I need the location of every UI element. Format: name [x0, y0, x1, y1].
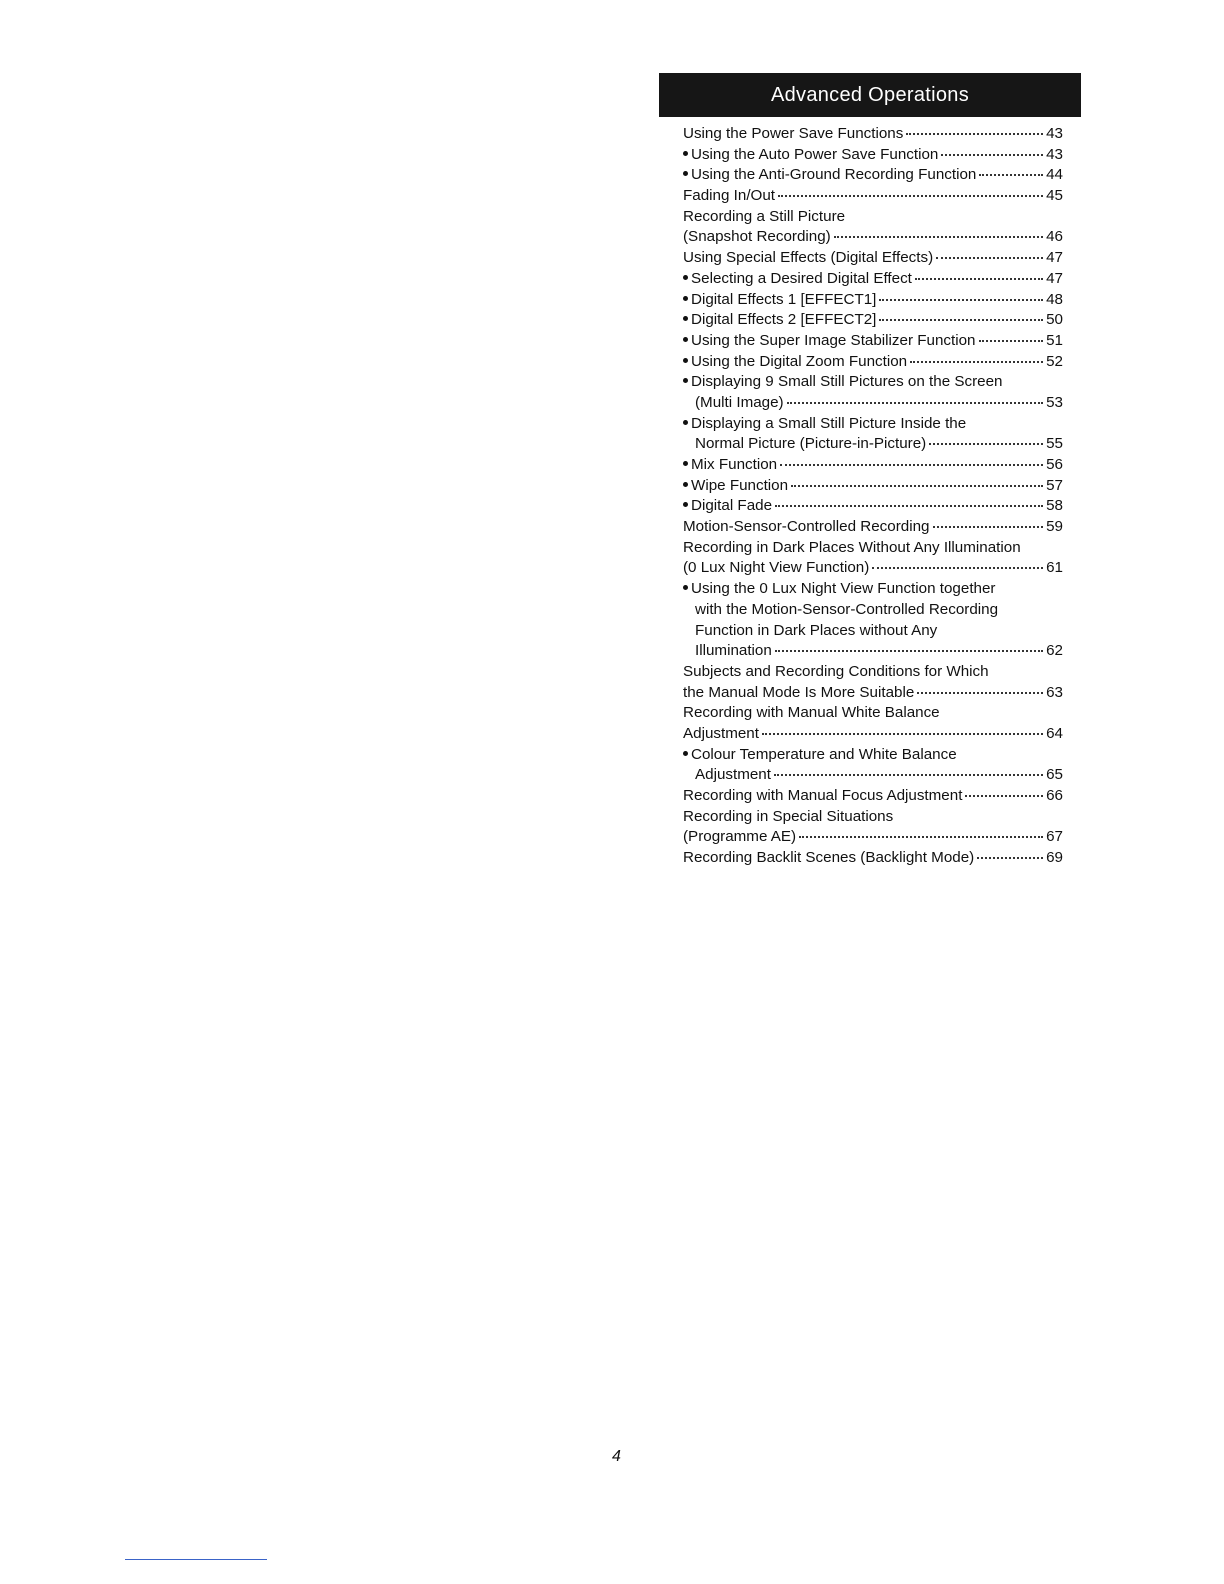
bottom-rule	[125, 1559, 267, 1560]
toc-entry-page: 44	[1046, 166, 1063, 184]
dot-leader	[906, 133, 1043, 135]
toc-entry-label: Function in Dark Places without Any	[695, 621, 938, 639]
bullet-icon	[683, 378, 688, 383]
toc-entry[interactable]	[683, 579, 1063, 600]
bullet-icon	[683, 171, 688, 176]
toc-entry-page: 43	[1046, 145, 1063, 163]
toc-entry[interactable]	[683, 124, 1063, 145]
toc-entry-label: Using the Power Save Functions	[683, 125, 904, 142]
page-number: 4	[612, 1448, 621, 1465]
toc-entry-label: Subjects and Recording Conditions for Which	[683, 662, 989, 680]
dot-leader	[775, 650, 1043, 652]
toc-entry-label: Recording with Manual Focus Adjustment	[683, 787, 963, 804]
toc-entry[interactable]	[683, 683, 1063, 704]
toc-entry[interactable]	[683, 434, 1063, 455]
toc-entry[interactable]	[683, 558, 1063, 579]
toc-entry-page: 59	[1046, 518, 1063, 536]
toc-entry[interactable]	[683, 414, 1063, 435]
toc-entry-page: 61	[1046, 559, 1063, 577]
dot-leader	[879, 299, 1043, 301]
toc-entry[interactable]	[683, 724, 1063, 745]
dot-leader	[872, 567, 1043, 569]
toc-entry-page: 56	[1046, 456, 1063, 473]
toc-entry-label: Displaying a Small Still Picture Inside the	[691, 414, 967, 432]
toc-entry-page: 51	[1046, 331, 1063, 349]
toc-entry-label: Recording in Dark Places Without Any Illumination	[683, 538, 1021, 556]
toc-entry[interactable]	[683, 352, 1063, 373]
toc-entry-label: Using the Auto Power Save Function	[691, 145, 939, 163]
toc-entry-label: Digital Fade	[691, 497, 773, 515]
dot-leader	[929, 443, 1043, 445]
toc-entry-page: 47	[1046, 269, 1063, 287]
bullet-icon	[683, 316, 688, 321]
toc-entry-label: with the Motion-Sensor-Controlled Recording	[695, 600, 999, 618]
bullet-icon	[683, 358, 688, 363]
toc-entry-label: Recording in Special Situations	[683, 807, 894, 825]
bullet-icon	[683, 482, 688, 487]
dot-leader	[799, 836, 1043, 838]
toc-entry-label: Using Special Effects (Digital Effects)	[683, 249, 934, 267]
toc-entry-label: Digital Effects 1 [EFFECT1]	[691, 290, 877, 308]
toc-entry-label: Colour Temperature and White Balance	[691, 745, 957, 763]
toc-entry-label: (0 Lux Night View Function)	[683, 559, 870, 577]
toc-entry-label: (Snapshot Recording)	[683, 228, 831, 246]
toc-entry-label: Wipe Function	[691, 476, 789, 494]
toc-entry[interactable]	[683, 248, 1063, 269]
toc-entry[interactable]	[683, 641, 1063, 662]
toc-entry[interactable]	[683, 393, 1063, 414]
toc-entry-page: 64	[1046, 724, 1063, 742]
toc-entry[interactable]	[683, 662, 1063, 683]
bullet-icon	[683, 420, 688, 425]
toc-entry-label: Adjustment	[683, 724, 759, 742]
dot-leader	[933, 526, 1044, 528]
toc-entry-page: 63	[1046, 683, 1063, 701]
dot-leader	[979, 174, 1043, 176]
toc-entry[interactable]	[683, 455, 1063, 476]
toc-entry[interactable]	[683, 476, 1063, 497]
bullet-icon	[683, 151, 688, 156]
toc-entry[interactable]	[683, 745, 1063, 766]
bullet-icon	[683, 461, 688, 466]
toc-entry[interactable]	[683, 227, 1063, 248]
dot-leader	[787, 402, 1043, 404]
toc-entry-label: the Manual Mode Is More Suitable	[683, 683, 915, 701]
toc-entry-label: Displaying 9 Small Still Pictures on the Screen	[691, 373, 1003, 391]
dot-leader	[791, 485, 1043, 487]
toc-entry-page: 55	[1046, 435, 1063, 453]
toc-entry[interactable]	[683, 538, 1063, 559]
toc-entry[interactable]	[683, 331, 1063, 352]
dot-leader	[762, 733, 1043, 735]
toc-entry[interactable]	[683, 807, 1063, 828]
toc-entry-page: 50	[1046, 311, 1063, 329]
toc-entry-page: 58	[1046, 497, 1063, 515]
toc-entry-label: Using the Super Image Stabilizer Function	[691, 331, 976, 349]
toc-entry-label: (Multi Image)	[695, 393, 784, 411]
toc-entry-label: Fading In/Out	[683, 187, 776, 205]
dot-leader	[936, 257, 1043, 259]
toc-entry-label: Illumination	[695, 642, 772, 660]
toc-entry-label: Recording Backlit Scenes (Backlight Mode)	[683, 849, 975, 867]
dot-leader	[778, 195, 1043, 197]
toc-entry-page: 52	[1046, 352, 1063, 370]
bullet-icon	[683, 751, 688, 756]
bullet-icon	[683, 275, 688, 280]
toc-entry[interactable]	[683, 186, 1063, 207]
toc-entry[interactable]	[683, 827, 1063, 848]
toc-entry-label: Digital Effects 2 [EFFECT2]	[691, 311, 877, 329]
toc-entry-page: 47	[1046, 249, 1063, 267]
toc-entry[interactable]	[683, 496, 1063, 517]
bullet-icon	[683, 337, 688, 342]
section-header	[659, 73, 1081, 117]
toc-entry[interactable]	[683, 145, 1063, 166]
toc-entry[interactable]	[683, 290, 1063, 311]
dot-leader	[910, 361, 1043, 363]
toc-entry[interactable]	[683, 703, 1063, 724]
table-of-contents	[683, 124, 1063, 869]
dot-leader	[775, 505, 1043, 507]
toc-entry-page: 45	[1046, 187, 1063, 205]
bullet-icon	[683, 585, 688, 590]
toc-entry-page: 66	[1046, 787, 1063, 804]
section-title: Advanced Operations	[770, 83, 970, 106]
dot-leader	[780, 464, 1043, 466]
toc-entry-page: 53	[1046, 393, 1063, 411]
toc-entry-label: Normal Picture (Picture-in-Picture)	[695, 435, 927, 453]
toc-entry-label: Using the Digital Zoom Function	[691, 352, 908, 370]
toc-entry[interactable]	[683, 372, 1063, 393]
toc-entry[interactable]	[683, 600, 1063, 621]
dot-leader	[979, 340, 1044, 342]
toc-entry-page: 62	[1046, 642, 1063, 660]
toc-entry-label: (Programme AE)	[683, 828, 797, 846]
toc-entry[interactable]	[683, 165, 1063, 186]
toc-entry-label: Adjustment	[695, 766, 771, 784]
dot-leader	[915, 278, 1043, 280]
toc-entry-label: Selecting a Desired Digital Effect	[691, 269, 912, 287]
toc-entry-page: 67	[1046, 828, 1063, 846]
dot-leader	[965, 795, 1043, 797]
toc-entry-page: 46	[1046, 228, 1063, 246]
toc-entry-page: 57	[1046, 476, 1063, 494]
dot-leader	[941, 154, 1043, 156]
toc-entry[interactable]	[683, 517, 1063, 538]
toc-entry-page: 69	[1046, 849, 1063, 867]
dot-leader	[977, 857, 1043, 859]
toc-entry-label: Using the 0 Lux Night View Function together	[691, 580, 996, 598]
toc-entry-label: Recording with Manual White Balance	[683, 704, 940, 722]
toc-entry-label: Using the Anti-Ground Recording Function	[691, 166, 977, 184]
dot-leader	[834, 236, 1043, 238]
toc-entry-page: 43	[1046, 125, 1063, 142]
toc-entry[interactable]	[683, 621, 1063, 642]
toc-entry[interactable]	[683, 848, 1063, 869]
toc-entry-page: 65	[1046, 766, 1063, 784]
toc-entry[interactable]	[683, 269, 1063, 290]
toc-entry[interactable]	[683, 310, 1063, 331]
toc-entry-label: Recording a Still Picture	[683, 207, 846, 225]
dot-leader	[879, 319, 1043, 321]
bullet-icon	[683, 502, 688, 507]
toc-entry-label: Motion-Sensor-Controlled Recording	[683, 518, 930, 536]
toc-entry-label: Mix Function	[691, 456, 778, 473]
dot-leader	[774, 774, 1043, 776]
toc-entry[interactable]	[683, 786, 1063, 807]
toc-entry[interactable]	[683, 765, 1063, 786]
bullet-icon	[683, 296, 688, 301]
toc-entry-page: 48	[1046, 290, 1063, 308]
toc-entry[interactable]	[683, 207, 1063, 228]
dot-leader	[917, 692, 1043, 694]
